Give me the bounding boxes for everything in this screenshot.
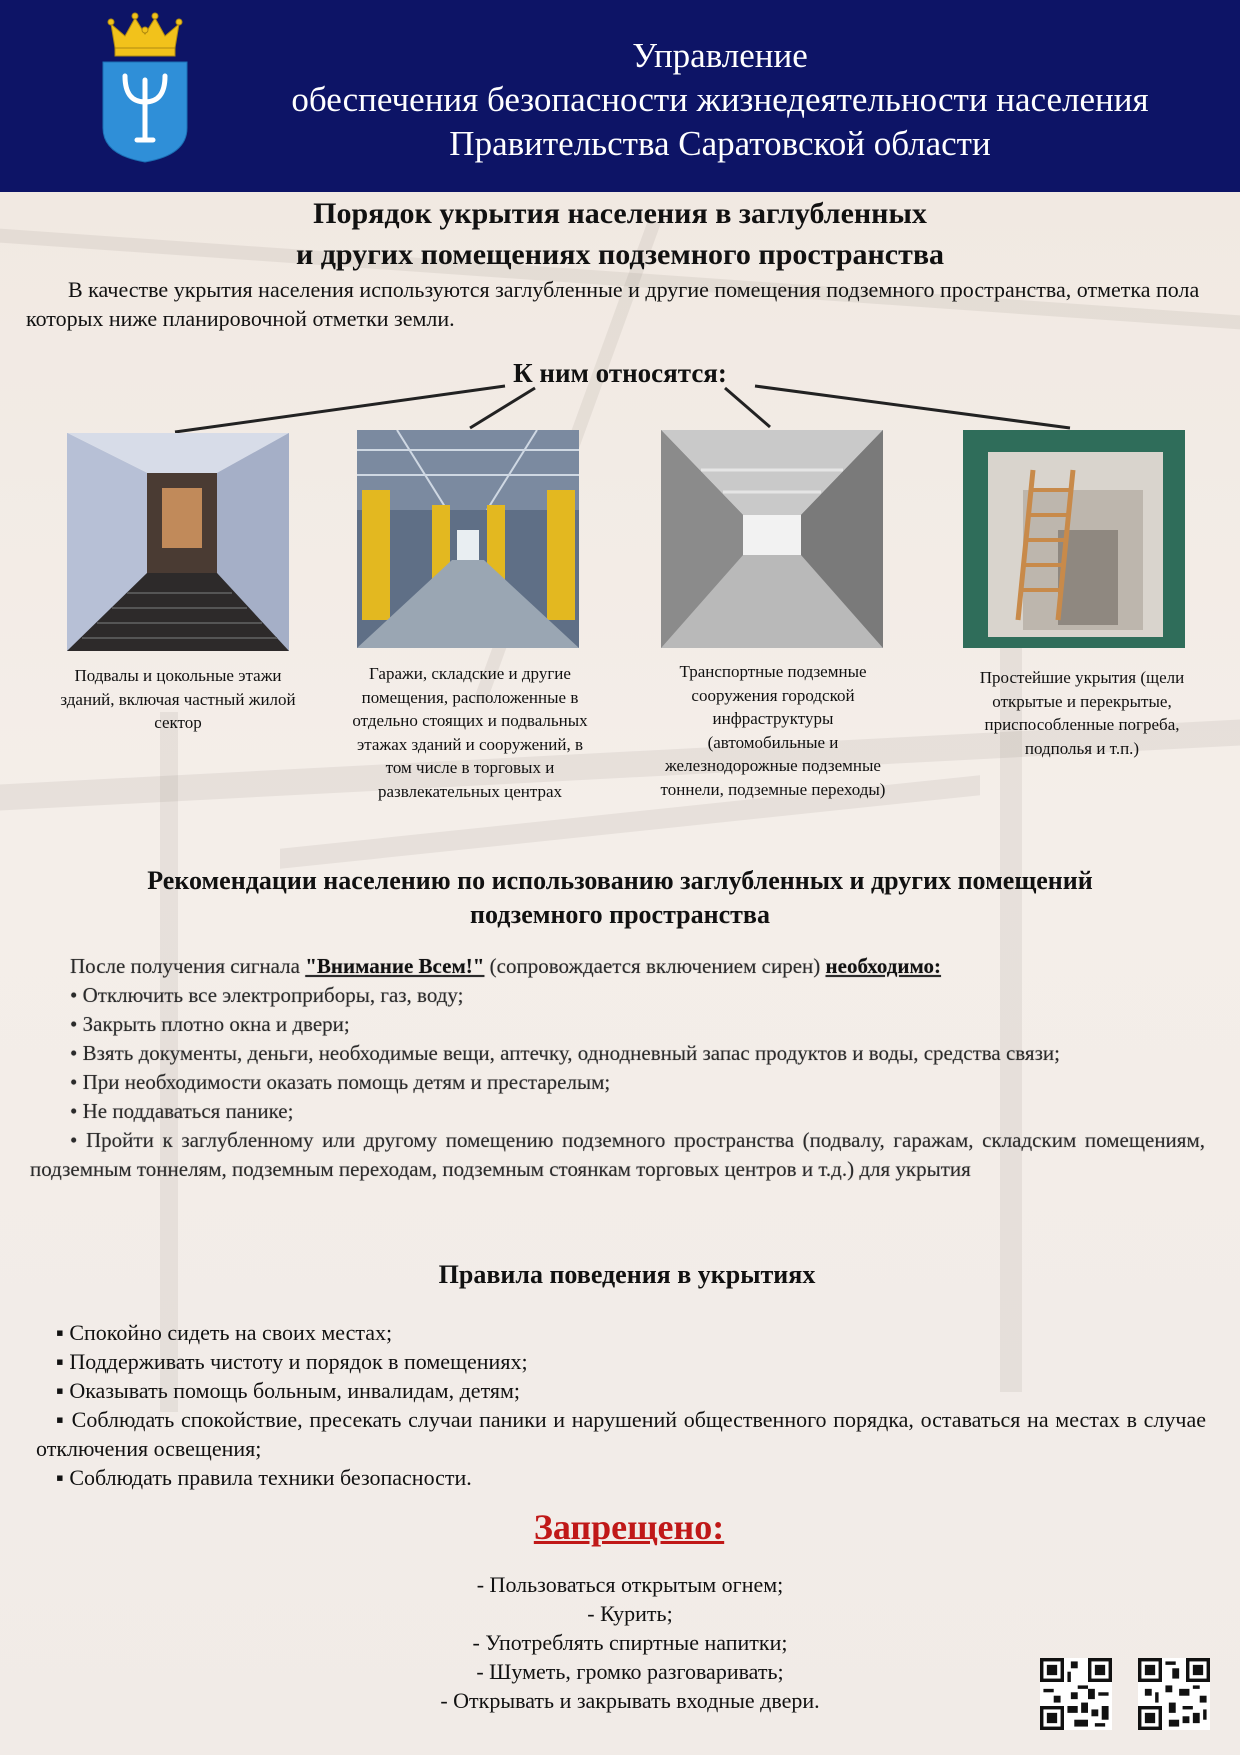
- list-item: • При необходимости оказать помощь детям и престарелым;: [70, 1070, 611, 1094]
- caption-garage: Гаражи, складские и другие помещения, расположенные в отдельно стоящих и подвальных этажах зданий и сооружений, в том числе в торговых и развлекательных центрах: [352, 664, 588, 801]
- list-item: - Пользоваться открытым огнем;: [476, 1572, 784, 1597]
- list-item: • Взять документы, деньги, необходимые вещи, аптечку, однодневный запас продуктов и воды, средства связи;: [70, 1041, 1060, 1065]
- list-item-text: Спокойно сидеть на своих местах;: [69, 1320, 393, 1345]
- list-item: - Употреблять спиртные напитки;: [472, 1630, 788, 1655]
- list-item-text: Соблюдать правила техники безопасности.: [69, 1465, 472, 1490]
- caption-tunnel: Транспортные подземные сооружения городской инфраструктуры (автомобильные и железнодорожные подземные тоннели, подземные переходы): [660, 662, 886, 799]
- qr-code-icon[interactable]: [1040, 1658, 1112, 1730]
- list-item: ▪ Соблюдать спокойствие, пресекать случаи паники и нарушений общественного порядка, оставаться на местах в случае отключения освещения;: [36, 1407, 1206, 1461]
- caption-shelter: Простейшие укрытия (щели открытые и перекрытые, приспособленные погреба, подполья и т.п.): [979, 668, 1185, 758]
- lead-text: (сопровождается включением сирен): [484, 954, 826, 978]
- page-title: [0, 193, 1240, 275]
- list-item: ▪ Соблюдать правила техники безопасности.: [56, 1465, 472, 1490]
- recommendations-title-line: Рекомендации населению по использованию заглубленных и других помещений: [147, 866, 1093, 895]
- list-item: ▪ Поддерживать чистоту и порядок в помещениях;: [56, 1349, 528, 1374]
- recommendations-title: [40, 864, 1200, 932]
- header-title: [230, 34, 1210, 166]
- rules-title: Правила поведения в укрытиях: [438, 1260, 816, 1289]
- list-item: • Закрыть плотно окна и двери;: [70, 1012, 350, 1036]
- photo-tunnel: [661, 430, 883, 648]
- forbidden-list: [300, 1570, 960, 1715]
- list-item: - Открывать и закрывать входные двери.: [440, 1688, 820, 1713]
- photo-basement: [67, 433, 289, 651]
- categories-subtitle: К ним относятся:: [513, 358, 727, 388]
- header-banner: [0, 0, 1240, 192]
- intro-paragraph: В качестве укрытия населения используются заглубленные и другие помещения подземного пространства, отметка пола которых ниже планировочной отметки земли.: [26, 277, 1200, 331]
- list-item-text: Соблюдать спокойствие, пресекать случаи паники и нарушений общественного порядка, оставаться на местах в случае отключения освещения;: [36, 1407, 1206, 1461]
- list-item-text: Взять документы, деньги, необходимые вещи, аптечку, однодневный запас продуктов и воды, средства связи;: [82, 1041, 1060, 1065]
- saratov-coat-of-arms-icon: [95, 10, 195, 165]
- page-title-line: Порядок укрытия населения в заглубленных: [313, 197, 927, 230]
- photo-garage: [357, 430, 579, 648]
- rules-list: [36, 1318, 1206, 1492]
- forbidden-title: Запрещено:: [533, 1507, 725, 1547]
- recommendations-lead: [30, 952, 1205, 981]
- page-title-line: и других помещениях подземного пространства: [295, 238, 945, 271]
- list-item-text: Не поддаваться панике;: [82, 1099, 294, 1123]
- list-item-text: При необходимости оказать помощь детям и престарелым;: [82, 1070, 611, 1094]
- header-title-line: обеспечения безопасности жизнедеятельности населения: [291, 80, 1149, 119]
- list-item-text: Оказывать помощь больным, инвалидам, детям;: [69, 1378, 521, 1403]
- list-item-text: Закрыть плотно окна и двери;: [82, 1012, 350, 1036]
- recommendations-list: [30, 952, 1205, 1184]
- header-title-line: Правительства Саратовской области: [449, 124, 991, 163]
- list-item: • Отключить все электроприборы, газ, воду;: [70, 983, 464, 1007]
- signal-text: "Внимание Всем!": [305, 954, 485, 978]
- list-item: • Не поддаваться панике;: [70, 1099, 294, 1123]
- photo-shelter-pit: [963, 430, 1185, 648]
- lead-text: После получения сигнала: [70, 954, 306, 978]
- list-item: - Курить;: [587, 1601, 673, 1626]
- caption-basement: Подвалы и цокольные этажи зданий, включая частный жилой сектор: [60, 666, 296, 732]
- list-item-text: Пройти к заглубленному или другому помещению подземного пространства (подвалу, гаражам, складским помещениям, подземным тоннелям, подземным переходам, подземным стоянкам торговых центров и т.д.) для укрытия: [30, 1128, 1205, 1181]
- list-item: ▪ Оказывать помощь больным, инвалидам, детям;: [56, 1378, 521, 1403]
- list-item-text: Отключить все электроприборы, газ, воду;: [82, 983, 464, 1007]
- qr-code-icon[interactable]: [1138, 1658, 1210, 1730]
- list-item: ▪ Спокойно сидеть на своих местах;: [56, 1320, 393, 1345]
- header-title-line: Управление: [632, 36, 808, 75]
- list-item: • Пройти к заглубленному или другому помещению подземного пространства (подвалу, гаражам, складским помещениям, подземным тоннелям, подземным переходам, подземным стоянкам торговых центров и т.д.) для укрытия: [30, 1128, 1205, 1181]
- list-item: - Шуметь, громко разговаривать;: [476, 1659, 784, 1684]
- recommendations-title-line: подземного пространства: [470, 900, 770, 929]
- list-item-text: Поддерживать чистоту и порядок в помещениях;: [69, 1349, 528, 1374]
- required-text: необходимо:: [825, 954, 941, 978]
